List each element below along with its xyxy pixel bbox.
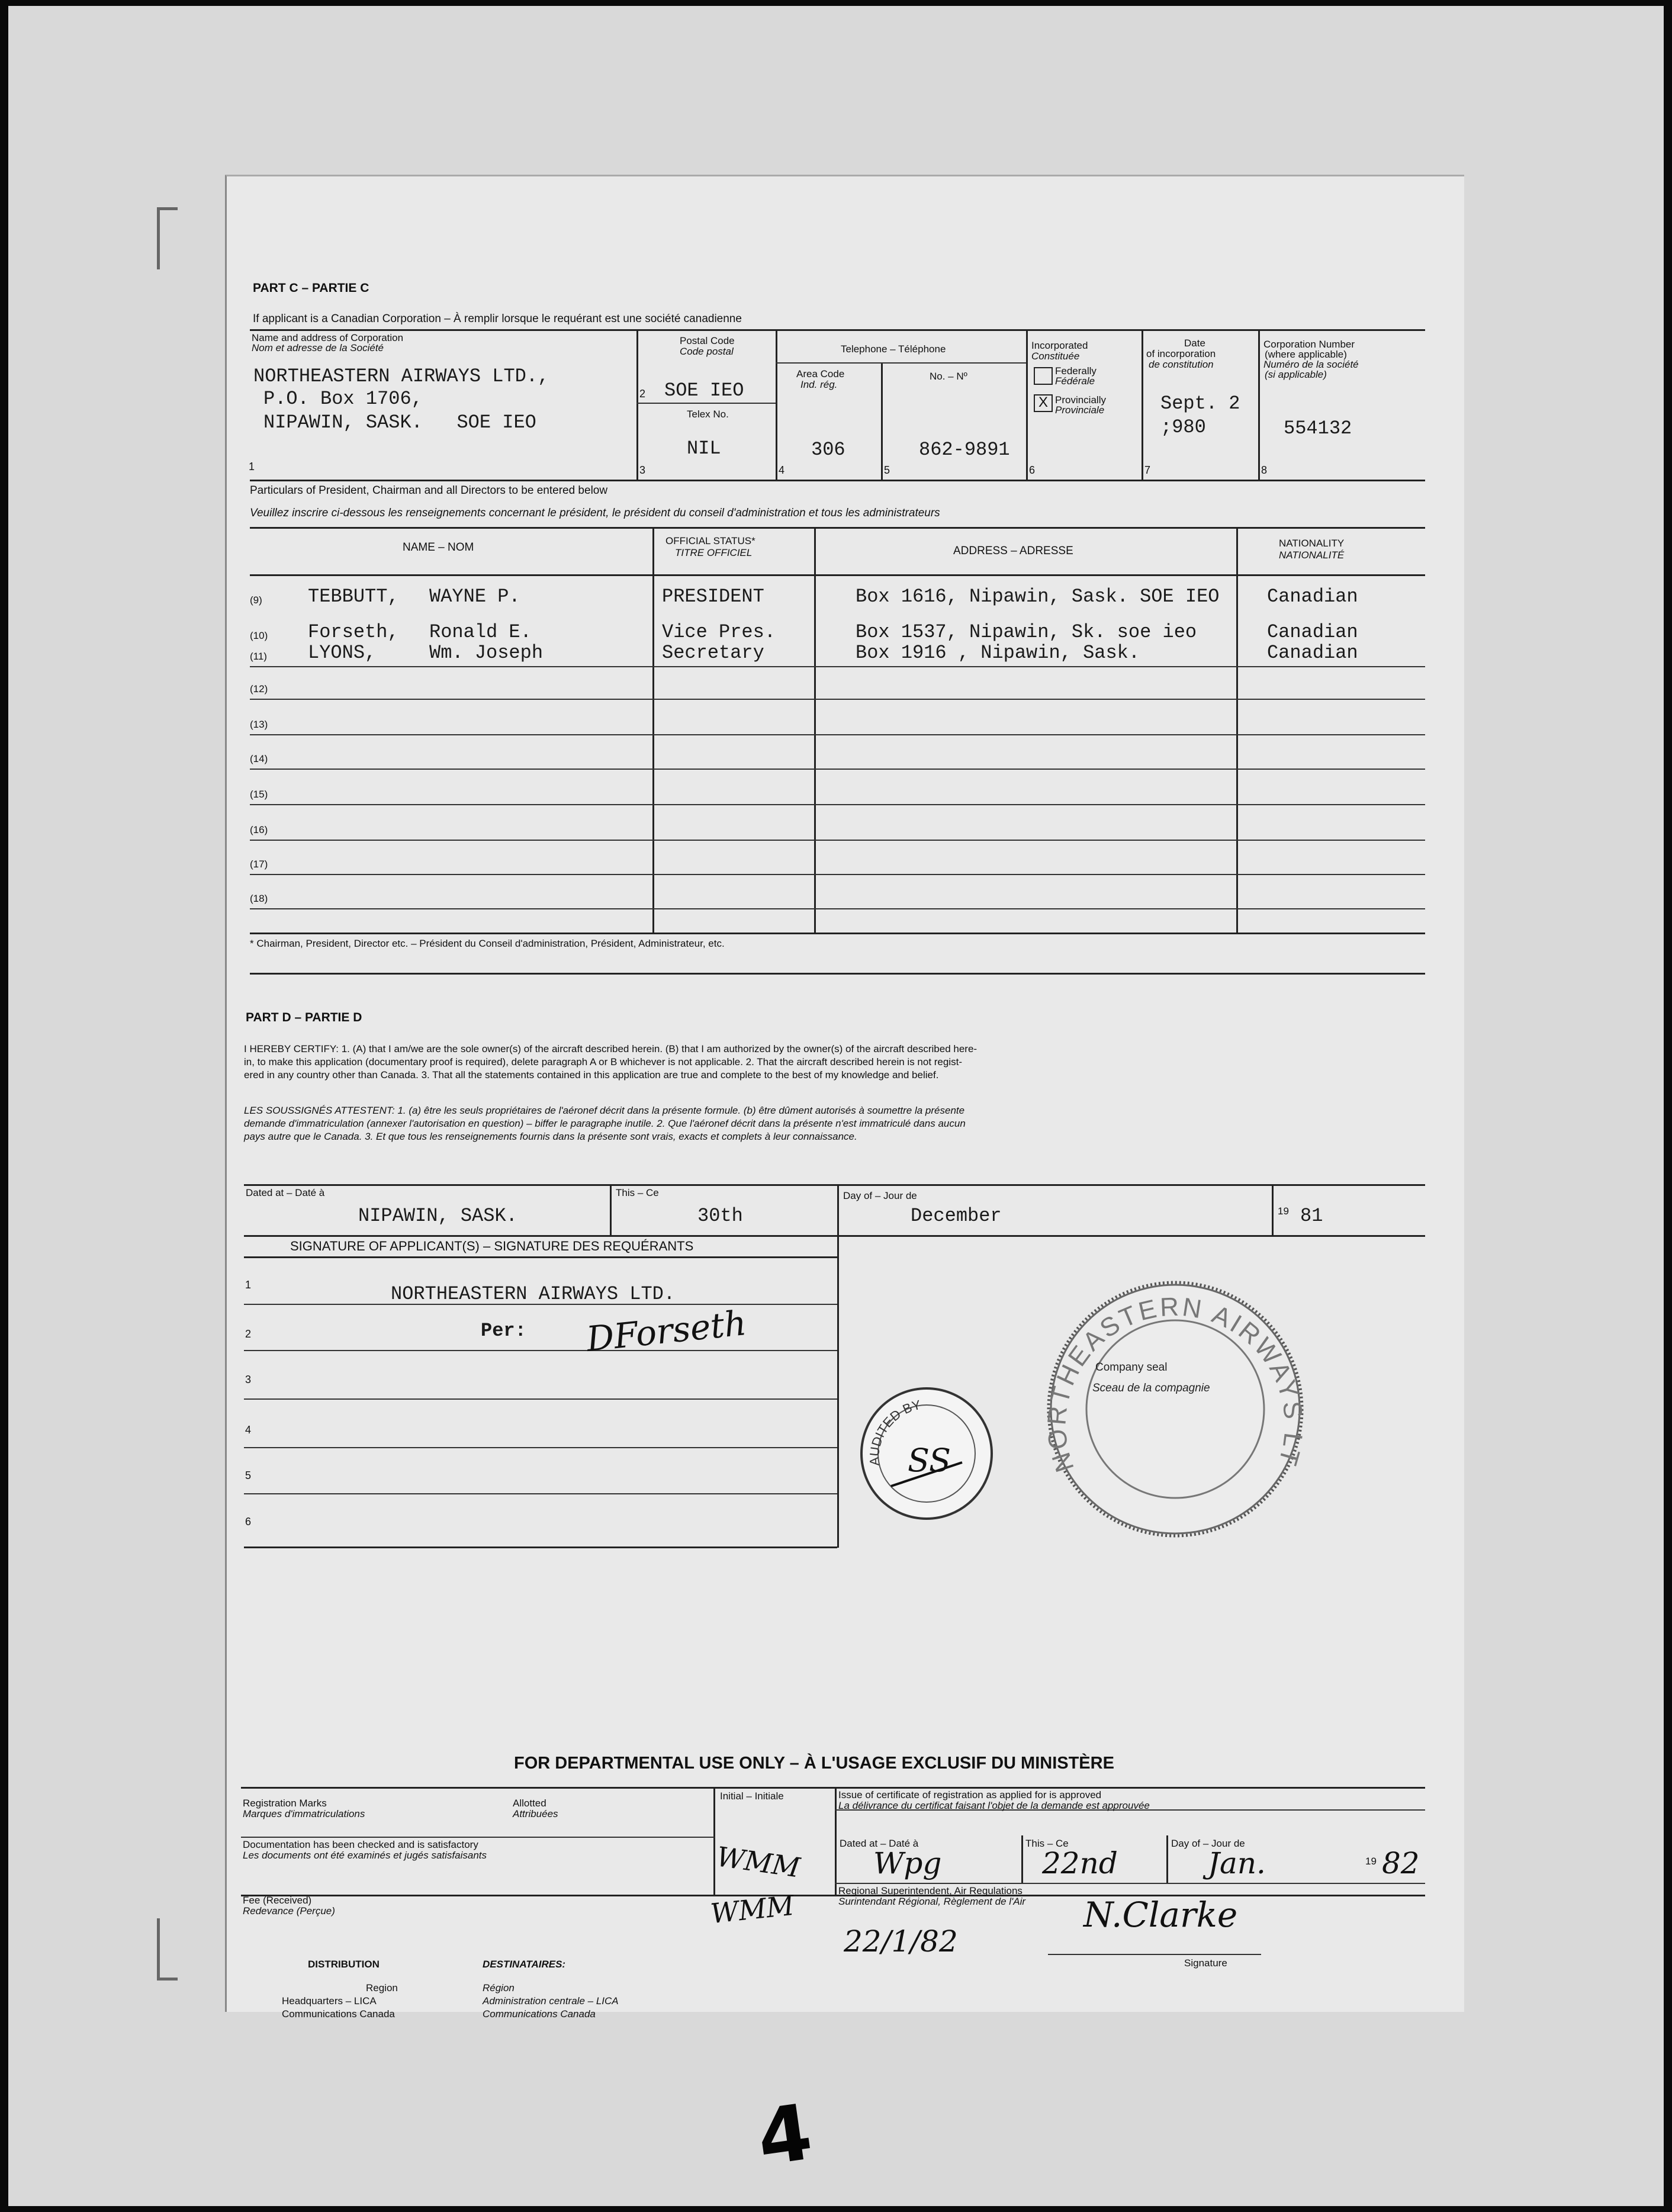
table-row-rule [250,804,1425,805]
row-number: (12) [250,683,268,695]
header-address: ADDRESS – ADRESSE [953,545,1073,557]
dept-this-label: This – Ce [1025,1838,1069,1849]
year-value: 81 [1300,1205,1323,1227]
director-given-name: Wm. Joseph [429,642,544,664]
fee-label: Fee (Received) [243,1895,312,1906]
dept-day-label: Day of – Jour de [1171,1838,1245,1849]
row-number: (14) [250,753,268,764]
attest-line: demande d'immatriculation (annexer l'autorisation en question) – biffer le paragraphe inutile. 2. Que l'aéronef décrit dans la présente n'est immatriculé dans aucun [244,1118,966,1129]
label-incorporated: Incorporated [1031,340,1088,351]
doc-checked-label-fr: Les documents ont été examinés et jugés satisfaisants [243,1850,487,1861]
sig-line-number: 6 [245,1516,252,1528]
superintendent-signature: N.Clarke [1083,1895,1238,1935]
audited-stamp-text: AUDITED BY [866,1397,922,1467]
superintendent-label-fr: Surintendant Régional, Règlement de l'Air [838,1896,1026,1907]
fee-label-fr: Redevance (Perçue) [243,1905,335,1917]
field-number: 3 [639,464,646,476]
field-number: 2 [639,388,646,400]
dated-at-label: Dated at – Daté à [246,1187,325,1198]
corner-bracket [157,1918,178,1980]
table-row-rule [250,734,1425,735]
dist-item: Region [366,1982,398,1994]
label-date-inc: Date [1184,337,1205,349]
field-number: 1 [249,461,255,472]
director-address: Box 1916 , Nipawin, Sask. [856,642,1140,664]
field-number: 5 [884,464,890,476]
label-provincially-fr: Provinciale [1055,404,1105,416]
directors-intro: Particulars of President, Chairman and all Directors to be entered below [250,484,608,497]
directors-intro-fr: Veuillez inscrire ci-dessous les renseignements concernant le président, le président du conseil d'administration et tous les administrateurs [250,507,940,519]
corp-name-line2: P.O. Box 1706, [263,388,423,410]
row-number: (11) [250,651,267,662]
director-address: Box 1537, Nipawin, Sk. soe ieo [856,621,1197,643]
attest-line: LES SOUSSIGNÉS ATTESTENT: 1. (a) être les seuls propriétaires de l'aéronef décrit dans la présente formule. (b) être dûment autorisés à soumettre la présente [244,1105,965,1116]
header-nationality: NATIONALITY [1279,538,1345,549]
row-number: (18) [250,893,268,904]
director-given-name: WAYNE P. [429,586,520,607]
dept-dated-at-label: Dated at – Daté à [840,1838,919,1849]
this-label: This – Ce [616,1187,659,1198]
certify-line: I HEREBY CERTIFY: 1. (A) that I am/we are the sole owner(s) of the aircraft described herein. (B) that I am authorized by the owner(s) of the aircraft described here- [244,1043,978,1054]
dated-at-value: NIPAWIN, SASK. [358,1205,517,1227]
signature-label: Signature [1184,1957,1227,1969]
dist-item: Headquarters – LICA [282,1995,377,2007]
label-provincially: Provincially [1055,394,1106,406]
corp-number-value: 554132 [1284,417,1352,439]
dest-item: Communications Canada [483,2008,596,2020]
director-nationality: Canadian [1267,586,1358,607]
part-d-title: PART D – PARTIE D [246,1011,362,1024]
header-nationality-fr: NATIONALITÉ [1279,549,1345,561]
director-surname: LYONS, [308,642,377,664]
initial-label: Initial – Initiale [720,1790,784,1802]
label-corp-no-2: (where applicable) [1265,349,1347,360]
distribution-label: DISTRIBUTION [308,1959,380,1970]
director-surname: TEBBUTT, [308,586,399,607]
label-date-inc-2: of incorporation [1146,348,1216,359]
day-label: Day of – Jour de [843,1190,917,1201]
area-code-value: 306 [811,439,845,461]
table-row-rule [250,666,1425,667]
signature-header: SIGNATURE OF APPLICANT(S) – SIGNATURE DES REQUÉRANTS [290,1239,694,1253]
field-number: 6 [1029,464,1036,476]
director-address: Box 1616, Nipawin, Sask. SOE IEO [856,586,1220,607]
destinataires-label: DESTINATAIRES: [483,1959,566,1970]
director-status: Secretary [662,642,764,664]
dept-day-value: Jan. [1208,1846,1266,1880]
initial-handwritten-1: WMM [714,1840,802,1884]
allotted-label: Allotted [513,1798,546,1809]
sig-line-number: 5 [245,1470,252,1481]
field-number: 4 [779,464,785,476]
label-area-code-fr: Ind. rég. [800,379,838,390]
row-number: (16) [250,824,268,835]
directors-footnote: * Chairman, President, Director etc. – Président du Conseil d'administration, Président, Administrateur, etc. [250,938,725,949]
audited-stamp [856,1382,998,1525]
corner-bracket [157,207,178,269]
seal-ring-text: NORTHEASTERN AIRWAYS LT [1042,1292,1308,1476]
audited-stamp-initials: SS [908,1442,951,1479]
row-number: (13) [250,719,268,730]
table-row-rule [250,769,1425,770]
dept-date-handwritten: 22/1/82 [844,1924,958,1959]
federally-checkbox[interactable] [1034,367,1053,385]
phone-value: 862-9891 [919,439,1010,461]
issue-label: Issue of certificate of registration as applied for is approved [838,1789,1102,1801]
dept-year-value: 82 [1382,1846,1420,1880]
field-number: 7 [1144,464,1151,476]
allotted-label-fr: Attribuées [513,1808,558,1819]
sig-line-number: 2 [245,1328,252,1340]
dist-item: Communications Canada [282,2008,395,2020]
seal-label: Company seal [1095,1361,1168,1374]
date-inc-line2: ;980 [1160,416,1206,438]
sig-per: Per: [481,1320,526,1342]
director-status: Vice Pres. [662,621,776,643]
table-row-rule [250,699,1425,700]
day-value: December [911,1205,1002,1227]
telex-value: NIL [687,438,721,459]
issue-label-fr: La délivrance du certificat faisant l'objet de la demande est approuvée [838,1800,1150,1811]
superintendent-label: Regional Superintendent, Air Regulations [838,1885,1023,1896]
label-federally: Federally [1055,365,1097,377]
part-c-instruction: If applicant is a Canadian Corporation – À remplir lorsque le requérant est une société canadienne [253,313,742,325]
label-date-inc-3: de constitution [1149,359,1214,370]
corp-name-line3: NIPAWIN, SASK. SOE IEO [263,411,536,433]
page-mark: 4 [751,2086,818,2184]
header-status-fr: TITRE OFFICIEL [675,547,753,558]
row-number: (9) [250,594,262,606]
doc-checked-label: Documentation has been checked and is satisfactory [243,1839,478,1850]
director-nationality: Canadian [1267,621,1358,643]
departmental-title: FOR DEPARTMENTAL USE ONLY – À L'USAGE EXCLUSIF DU MINISTÈRE [514,1754,1114,1773]
row-number: (17) [250,859,268,870]
dept-this-value: 22nd [1042,1846,1118,1880]
director-surname: Forseth, [308,621,399,643]
this-value: 30th [697,1205,743,1227]
label-area-code: Area Code [796,368,845,380]
dest-item: Administration centrale – LICA [483,1995,619,2007]
date-inc-line1: Sept. 2 [1160,393,1240,414]
director-nationality: Canadian [1267,642,1358,664]
label-federally-fr: Fédérale [1055,375,1095,387]
field-number: 8 [1261,464,1268,476]
label-corp-no-4: (si applicable) [1265,369,1327,380]
sig-line-number: 1 [245,1279,252,1291]
label-telephone: Telephone – Téléphone [841,343,946,355]
director-status: PRESIDENT [662,586,764,607]
dest-item: Région [483,1982,515,1994]
director-given-name: Ronald E. [429,621,532,643]
seal-label-fr: Sceau de la compagnie [1092,1382,1210,1394]
label-incorporated-fr: Constituée [1031,351,1080,362]
initial-handwritten-2: WMM [709,1889,796,1930]
label-telex: Telex No. [687,409,729,420]
part-c-title: PART C – PARTIE C [253,281,369,295]
dept-dated-at-value: Wpg [873,1846,942,1880]
applicant-signature: DForseth [584,1303,748,1359]
dept-year-prefix: 19 [1365,1856,1377,1867]
year-prefix: 19 [1278,1205,1289,1217]
label-corp-no: Corporation Number [1263,339,1355,350]
table-row-rule [250,840,1425,841]
sig-company-name: NORTHEASTERN AIRWAYS LTD. [391,1283,676,1305]
table-row-rule [250,908,1425,909]
label-name-address-fr: Nom et adresse de la Société [252,342,384,353]
header-name: NAME – NOM [403,541,474,554]
certify-line: in, to make this application (documentary proof is required), delete paragraph A or B whichever is not applicable. 2. That the aircraft described herein is not regist- [244,1056,963,1068]
certify-line: ered in any country other than Canada. 3. That all the statements contained in this application are true and complete to the best of my knowledge and belief. [244,1069,939,1081]
sig-line-number: 3 [245,1374,252,1385]
attest-line: pays autre que le Canada. 3. Et que tous les renseignements fournis dans la présente sont vrais, exacts et complets à leur connaissance. [244,1131,857,1142]
row-number: (10) [250,630,268,641]
label-postal-code: Postal Code [680,335,735,346]
company-seal [1039,1273,1311,1545]
label-phone-no: No. – Nº [930,371,967,382]
sig-line-number: 4 [245,1424,252,1436]
postal-code-value: SOE IEO [664,380,744,401]
provincially-checkbox[interactable]: X [1034,394,1053,412]
corp-name-line1: NORTHEASTERN AIRWAYS LTD., [253,365,549,387]
row-number: (15) [250,789,268,800]
reg-marks-label: Registration Marks [243,1798,327,1809]
label-corp-no-3: Numéro de la société [1263,359,1359,370]
label-postal-code-fr: Code postal [680,346,734,357]
table-row-rule [250,874,1425,875]
reg-marks-label-fr: Marques d'immatriculations [243,1808,365,1819]
label-name-address: Name and address of Corporation [252,332,404,343]
header-status: OFFICIAL STATUS* [665,535,755,546]
